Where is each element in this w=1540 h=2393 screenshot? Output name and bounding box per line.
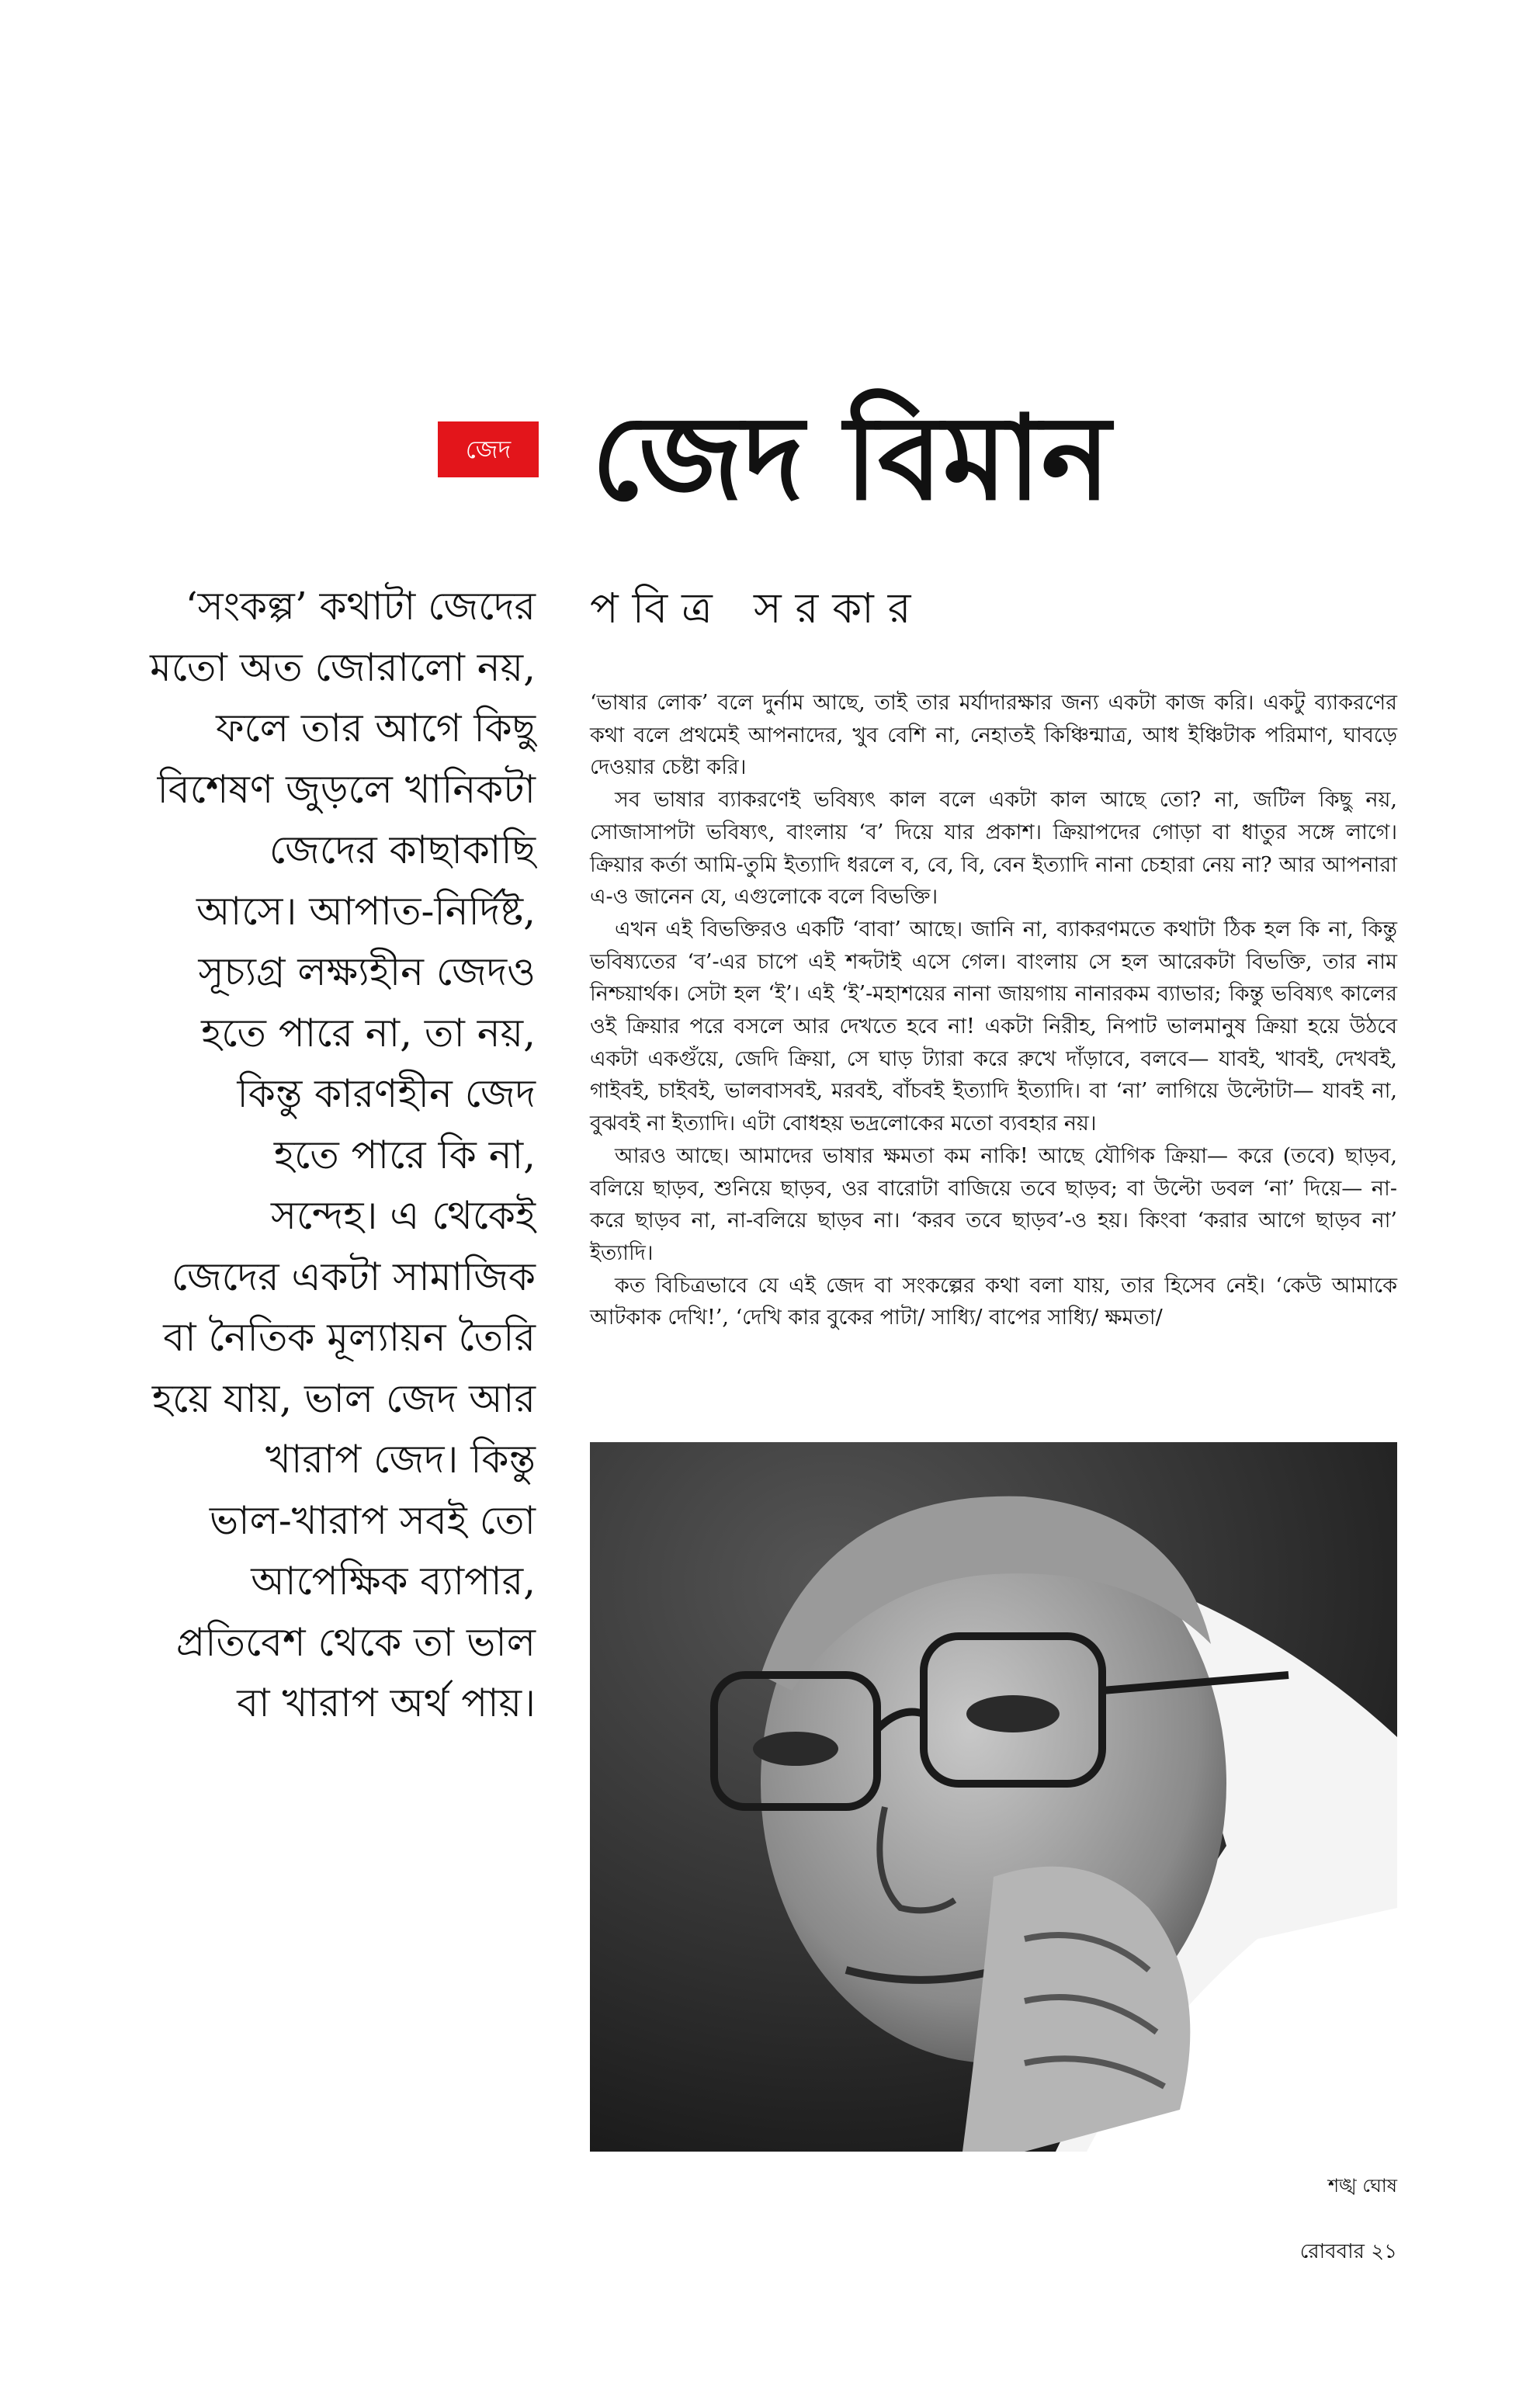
body-paragraph: এখন এই বিভক্তিরও একটি ‘বাবা’ আছে। জানি না, ব্যাকরণমতে কথাটা ঠিক হল কি না, কিন্তু ভবিষ্যতের ‘ব’-এর চাপে এই শব্দটাই এসে গেল। বাংলায় সে হল আরেকটা বিভক্তি, তার নাম নিশ্চয়ার্থক। সেটা হল ‘ই’। এই ‘ই’-মহাশয়ের নানা জায়গায় নানারকম ব্যাভার; কিন্তু ভবিষ্যৎ কালের ওই ক্রিয়ার পরে বসলে আর দেখতে হবে না! একটা নিরীহ, নিপাট ভালমানুষ ক্রিয়া হয়ে উঠবে একটা একগুঁয়ে, জেদি ক্রিয়া, সে ঘাড় ট্যারা করে রুখে দাঁড়াবে, বলবে— যাবই, খাবই, দেখবই, গাইবই, চাইবই, ভালবাসবই, মরবই, বাঁচবই ইত্যাদি ইত্যাদি। বা ‘না’ লাগিয়ে উল্টোটা— যাবই না, বুঝবই না ইত্যাদি। এটা বোধহয় ভদ্রলোকের মতো ব্যবহার নয়। [590, 917, 1397, 1136]
body-paragraph: কত বিচিত্রভাবে যে এই জেদ বা সংকল্পের কথা বলা যায়, তার হিসেব নেই। ‘কেউ আমাকে আটকাক দেখি!’, ‘দেখি কার বুকের পাটা/ সাধ্যি/ বাপের সাধ্যি/ ক্ষমতা/ [590, 1273, 1397, 1330]
pull-quote-line: জেদের কাছাকাছি [269, 827, 536, 872]
photo-caption: শঙ্খ ঘোষ [1327, 2175, 1397, 2197]
pull-quote-line: কিন্তু কারণহীন জেদ [237, 1071, 536, 1116]
pull-quote-line: হতে পারে কি না, [273, 1132, 536, 1177]
portrait-illustration [590, 1442, 1397, 2152]
pull-quote-line: মতো অত জোরালো নয়, [150, 644, 536, 690]
pull-quote [116, 576, 536, 1734]
pull-quote-line: আপেক্ষিক ব্যাপার, [251, 1559, 536, 1604]
author-byline: পবিত্র সরকার [590, 584, 925, 633]
body-paragraph: ‘ভাষার লোক’ বলে দুর্নাম আছে, তাই তার মর্যাদারক্ষার জন্য একটা কাজ করি। একটু ব্যাকরণের কথা বলে প্রথমেই আপনাদের, খুব বেশি না, নেহাতই কিঞ্চিন্মাত্র, আধ ইঞ্চিটাক পরিমাণ, ঘাবড়ে দেওয়ার চেষ্টা করি। [590, 691, 1397, 780]
body-paragraph: আরও আছে। আমাদের ভাষার ক্ষমতা কম নাকি! আছে যৌগিক ক্রিয়া— করে (তবে) ছাড়ব, বলিয়ে ছাড়ব, শুনিয়ে ছাড়ব, ওর বারোটা বাজিয়ে তবে ছাড়ব; বা উল্টো ডবল ‘না’ দিয়ে— না-করে ছাড়ব না, না-বলিয়ে ছাড়ব না। ‘করব তবে ছাড়ব’-ও হয়। কিংবা ‘করার আগে ছাড়ব না’ ইত্যাদি। [590, 1143, 1397, 1265]
pull-quote-line: হয়ে যায়, ভাল জেদ আর [151, 1375, 536, 1421]
pull-quote-line: খারাপ জেদ। কিন্তু [265, 1437, 536, 1482]
pull-quote-line: হতে পারে না, তা নয়, [201, 1010, 536, 1056]
pull-quote-line: বা নৈতিক মূল্যায়ন তৈরি [163, 1315, 536, 1360]
portrait-photo [590, 1442, 1397, 2152]
pull-quote-line: সূচ্যগ্র লক্ষ্যহীন জেদও [198, 949, 536, 994]
pull-quote-line: আসে। আপাত-নির্দিষ্ট, [196, 888, 536, 934]
pull-quote-line: প্রতিবেশ থেকে তা ভাল [175, 1619, 536, 1665]
article-body [590, 687, 1397, 1334]
pull-quote-line: ফলে তার আগে কিছু [216, 706, 536, 751]
pull-quote-line: সন্দেহ। এ থেকেই [271, 1193, 536, 1238]
article-headline: জেদ বিমান [591, 390, 1111, 526]
pull-quote-line: বিশেষণ জুড়লে খানিকটা [157, 766, 536, 812]
pull-quote-line: জেদের একটা সামাজিক [171, 1254, 536, 1299]
section-tag: জেদ [438, 421, 539, 477]
page-folio: রোববার ২১ [1299, 2240, 1397, 2263]
pull-quote-line: ‘সংকল্প’ কথাটা জেদের [185, 584, 536, 629]
body-paragraph: সব ভাষার ব্যাকরণেই ভবিষ্যৎ কাল বলে একটা কাল আছে তো? না, জটিল কিছু নয়, সোজাসাপটা ভবিষ্যৎ, বাংলায় ‘ব’ দিয়ে যার প্রকাশ। ক্রিয়াপদের গোড়া বা ধাতুর সঙ্গে লাগে। ক্রিয়ার কর্তা আমি-তুমি ইত্যাদি ধরলে ব, বে, বি, বেন ইত্যাদি নানা চেহারা নেয় না? আর আপনারা এ-ও জানেন যে, এগুলোকে বলে বিভক্তি। [590, 788, 1397, 910]
pull-quote-line: বা খারাপ অর্থ পায়। [237, 1680, 536, 1725]
pull-quote-line: ভাল-খারাপ সবই তো [209, 1497, 536, 1543]
